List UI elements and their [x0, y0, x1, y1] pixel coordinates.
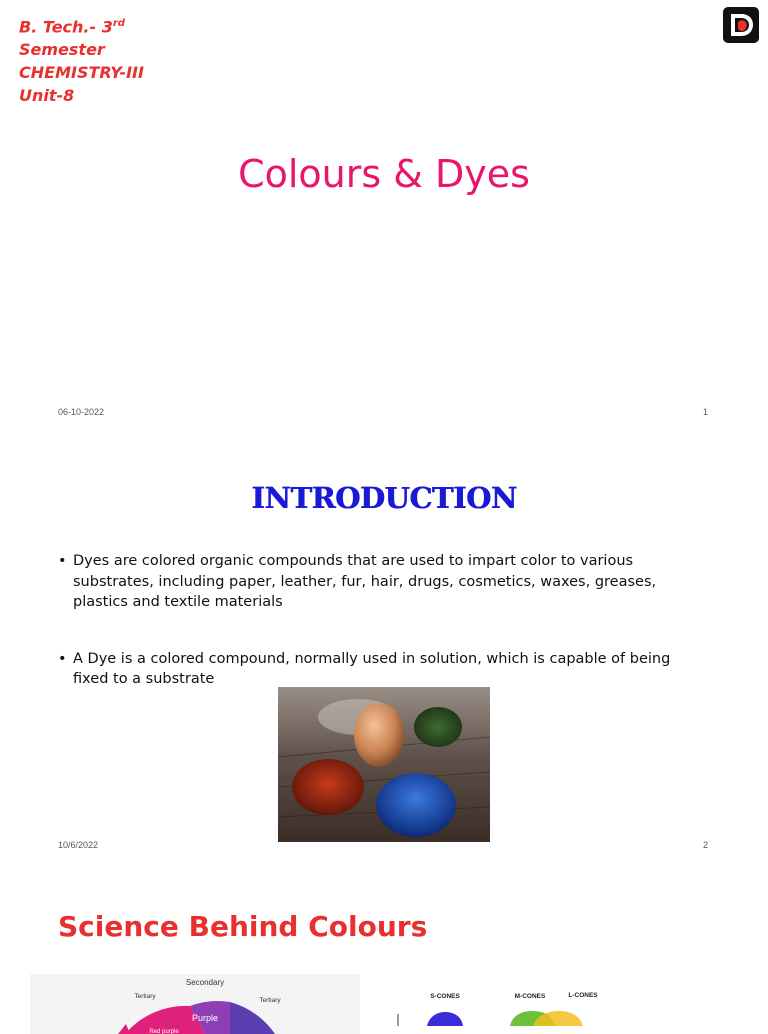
slide-title: INTRODUCTION	[251, 481, 517, 515]
cone-label-l: L-CONES	[568, 992, 598, 999]
course-line-1: B. Tech.- 3	[19, 17, 113, 37]
course-superscript: rd	[112, 18, 125, 29]
slide-number: 1	[703, 407, 709, 417]
cone-label-m: M-CONES	[514, 993, 546, 1000]
bullet-list	[58, 551, 708, 690]
slide-date: 06-10-2022	[58, 407, 105, 417]
university-logo-icon	[722, 6, 760, 44]
slide-date: 10/6/2022	[58, 840, 99, 850]
cone-label-s: S-CONES	[430, 993, 460, 1000]
slide-title: Science Behind Colours	[58, 910, 428, 943]
wheel-label-purple: Purple	[191, 1013, 219, 1023]
wheel-label-secondary: Secondary	[185, 978, 225, 987]
wheel-label-tertiary-left: Tertiary	[134, 993, 156, 1000]
course-line-4: Unit-8	[19, 86, 75, 106]
wheel-label-red-purple: Red purple	[149, 1029, 179, 1034]
slide-title: Colours & Dyes	[238, 152, 530, 196]
course-info	[19, 12, 144, 107]
course-line-2: Semester	[19, 40, 105, 60]
color-wheel-diagram	[30, 974, 360, 1034]
wheel-label-tertiary-right: Tertiary	[259, 997, 281, 1004]
slide-3	[0, 866, 768, 1034]
slide-2	[0, 433, 768, 865]
course-line-3: CHEMISTRY-III	[19, 63, 144, 83]
cone-response-diagram	[395, 986, 645, 1026]
bullet-item: • Dyes are colored organic compounds that are used to impart color to various substrates, including paper, leather, fur, hair, drugs, cosmetics, waxes, greases, plastics and textile materials	[58, 551, 708, 613]
bullet-item: • A Dye is a colored compound, normally used in solution, which is capable of being fixed to a substrate	[58, 649, 708, 690]
slide-1	[0, 0, 768, 432]
dye-powders-photo	[278, 687, 490, 842]
slide-number: 2	[703, 840, 709, 850]
